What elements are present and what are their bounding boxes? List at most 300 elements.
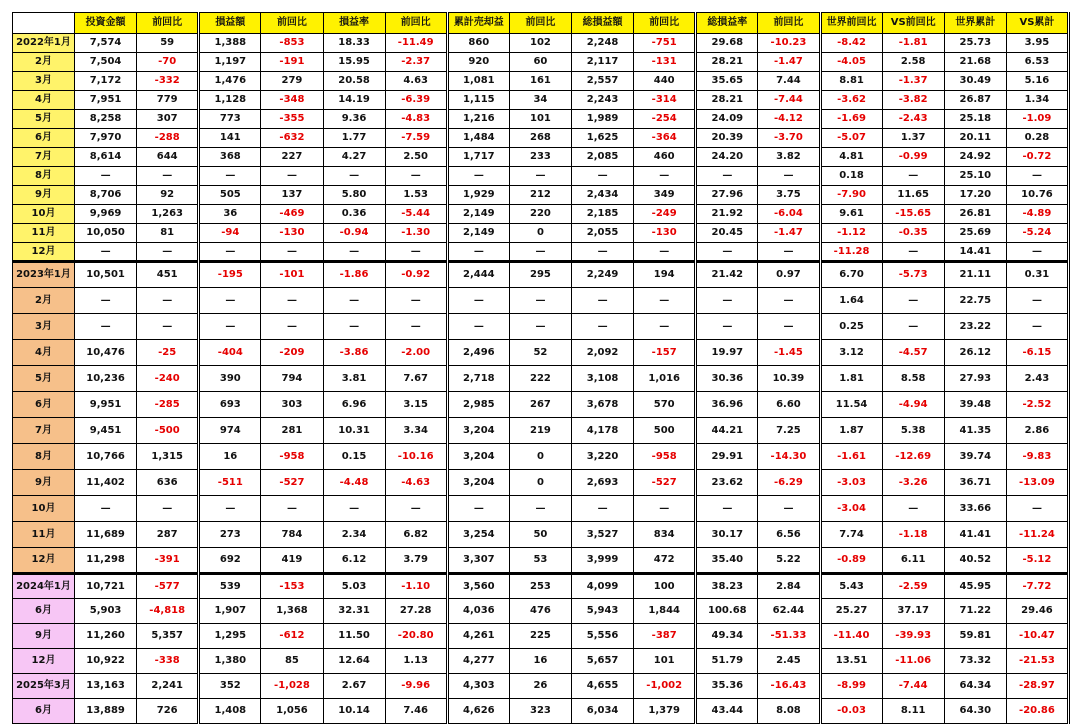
table-cell: 3.15 [385, 392, 447, 418]
table-cell: -153 [261, 574, 323, 599]
table-cell: 570 [634, 392, 696, 418]
table-cell: — [509, 167, 571, 186]
table-cell: 1,016 [634, 366, 696, 392]
table-cell: — [758, 167, 820, 186]
table-cell: 5.22 [758, 548, 820, 574]
table-cell: 1,216 [447, 110, 509, 129]
table-cell: 27.96 [696, 186, 758, 205]
table-cell: -387 [634, 624, 696, 649]
table-cell: — [323, 314, 385, 340]
row-label: 11月 [13, 224, 75, 243]
table-cell: 81 [137, 224, 199, 243]
table-cell: 25.69 [944, 224, 1006, 243]
table-cell: 500 [634, 418, 696, 444]
table-cell: 287 [137, 522, 199, 548]
table-cell: 36.71 [944, 470, 1006, 496]
row-label: 2022年1月 [13, 34, 75, 53]
table-cell: 3,999 [572, 548, 634, 574]
table-cell: — [137, 314, 199, 340]
row-label: 12月 [13, 548, 75, 574]
table-cell: 49.34 [696, 624, 758, 649]
table-cell: — [1006, 314, 1068, 340]
row-label: 5月 [13, 110, 75, 129]
table-cell: — [199, 288, 261, 314]
table-cell: 29.91 [696, 444, 758, 470]
table-cell: 10,050 [75, 224, 137, 243]
table-cell: 6.56 [758, 522, 820, 548]
table-cell: -1,002 [634, 674, 696, 699]
table-cell: 8.58 [882, 366, 944, 392]
table-cell: 36.96 [696, 392, 758, 418]
table-cell: -2.59 [882, 574, 944, 599]
table-cell: 6.12 [323, 548, 385, 574]
table-cell: 225 [509, 624, 571, 649]
table-cell: 9,969 [75, 205, 137, 224]
row-label: 3月 [13, 314, 75, 340]
table-cell: — [261, 288, 323, 314]
table-row [13, 470, 1069, 496]
table-cell: 233 [509, 148, 571, 167]
table-cell: -3.82 [882, 91, 944, 110]
table-cell: — [447, 314, 509, 340]
table-cell: -240 [137, 366, 199, 392]
table-cell: -338 [137, 649, 199, 674]
table-cell: 539 [199, 574, 261, 599]
table-cell: 1,907 [199, 599, 261, 624]
table-row [13, 186, 1069, 205]
table-cell: — [634, 243, 696, 262]
table-cell: 6,034 [572, 699, 634, 724]
table-cell: 0.36 [323, 205, 385, 224]
table-cell: 10.31 [323, 418, 385, 444]
table-cell: -10.23 [758, 34, 820, 53]
table-cell: -13.09 [1006, 470, 1068, 496]
table-cell: 10.76 [1006, 186, 1068, 205]
table-cell: -1.47 [758, 224, 820, 243]
table-cell: 1.87 [820, 418, 882, 444]
table-cell: 28.21 [696, 53, 758, 72]
table-cell: 784 [261, 522, 323, 548]
table-cell: -0.89 [820, 548, 882, 574]
table-cell: -4.94 [882, 392, 944, 418]
row-label: 3月 [13, 72, 75, 91]
table-cell: — [572, 167, 634, 186]
table-cell: — [758, 314, 820, 340]
table-cell: — [137, 496, 199, 522]
table-cell: 472 [634, 548, 696, 574]
row-label: 2月 [13, 53, 75, 72]
table-cell: 3.79 [385, 548, 447, 574]
table-cell: 51.79 [696, 649, 758, 674]
table-cell: -1.09 [1006, 110, 1068, 129]
table-cell: 11,402 [75, 470, 137, 496]
table-cell: -94 [199, 224, 261, 243]
table-cell: 29.46 [1006, 599, 1068, 624]
table-cell: — [75, 167, 137, 186]
table-cell: 26.12 [944, 340, 1006, 366]
table-cell: 1,388 [199, 34, 261, 53]
table-row [13, 522, 1069, 548]
table-cell: 25.10 [944, 167, 1006, 186]
table-cell: 73.32 [944, 649, 1006, 674]
table-cell: -3.26 [882, 470, 944, 496]
table-cell: 0 [509, 224, 571, 243]
table-row [13, 649, 1069, 674]
table-cell: — [634, 288, 696, 314]
table-cell: — [261, 243, 323, 262]
table-cell: 6.82 [385, 522, 447, 548]
table-cell: 8,706 [75, 186, 137, 205]
table-cell: 45.95 [944, 574, 1006, 599]
table-cell: 2.58 [882, 53, 944, 72]
column-header-6: 前回比 [385, 13, 447, 34]
table-cell: -3.86 [323, 340, 385, 366]
row-label: 2025年3月 [13, 674, 75, 699]
table-cell: 419 [261, 548, 323, 574]
table-cell: -12.69 [882, 444, 944, 470]
table-cell: 323 [509, 699, 571, 724]
table-cell: 1.53 [385, 186, 447, 205]
table-cell: — [696, 314, 758, 340]
table-cell: 39.74 [944, 444, 1006, 470]
table-cell: — [509, 496, 571, 522]
table-cell: — [323, 167, 385, 186]
table-cell: — [261, 167, 323, 186]
table-cell: 100.68 [696, 599, 758, 624]
table-row [13, 129, 1069, 148]
table-cell: 59 [137, 34, 199, 53]
table-cell: 692 [199, 548, 261, 574]
table-cell: 20.45 [696, 224, 758, 243]
table-cell: 5.38 [882, 418, 944, 444]
table-cell: 15.95 [323, 53, 385, 72]
table-cell: 10,236 [75, 366, 137, 392]
table-cell: 1,315 [137, 444, 199, 470]
column-header-5: 損益率 [323, 13, 385, 34]
table-cell: -11.06 [882, 649, 944, 674]
table-cell: 30.49 [944, 72, 1006, 91]
table-cell: -612 [261, 624, 323, 649]
table-cell: — [1006, 288, 1068, 314]
table-cell: -3.70 [758, 129, 820, 148]
table-cell: — [509, 288, 571, 314]
table-cell: 7.46 [385, 699, 447, 724]
table-cell: 268 [509, 129, 571, 148]
table-cell: — [199, 167, 261, 186]
table-cell: -4.89 [1006, 205, 1068, 224]
table-cell: 3,254 [447, 522, 509, 548]
table-cell: -0.03 [820, 699, 882, 724]
table-cell: 4,036 [447, 599, 509, 624]
table-cell: 2,248 [572, 34, 634, 53]
table-cell: 10,501 [75, 262, 137, 288]
table-cell: 460 [634, 148, 696, 167]
table-cell: -25 [137, 340, 199, 366]
table-cell: — [75, 496, 137, 522]
table-cell: 773 [199, 110, 261, 129]
table-cell: 6.96 [323, 392, 385, 418]
table-cell: 25.73 [944, 34, 1006, 53]
table-cell: -4,818 [137, 599, 199, 624]
table-cell: -1.12 [820, 224, 882, 243]
table-cell: -130 [634, 224, 696, 243]
table-cell: 52 [509, 340, 571, 366]
table-cell: 974 [199, 418, 261, 444]
table-cell: 5,903 [75, 599, 137, 624]
table-cell: -1.10 [385, 574, 447, 599]
column-header-10: 前回比 [634, 13, 696, 34]
table-cell: — [572, 496, 634, 522]
column-header-9: 総損益額 [572, 13, 634, 34]
table-row [13, 262, 1069, 288]
table-cell: 101 [509, 110, 571, 129]
table-cell: 5.03 [323, 574, 385, 599]
table-cell: 13,163 [75, 674, 137, 699]
table-cell: 1,379 [634, 699, 696, 724]
table-cell: — [696, 167, 758, 186]
table-cell: 1,263 [137, 205, 199, 224]
table-cell: 1,929 [447, 186, 509, 205]
table-cell: — [323, 243, 385, 262]
table-cell: 1.77 [323, 129, 385, 148]
table-cell: 8.08 [758, 699, 820, 724]
row-label: 6月 [13, 599, 75, 624]
table-cell: 50 [509, 522, 571, 548]
table-cell: 13,889 [75, 699, 137, 724]
table-cell: 41.35 [944, 418, 1006, 444]
table-cell: 161 [509, 72, 571, 91]
table-cell: -3.04 [820, 496, 882, 522]
header-row [13, 13, 1069, 34]
table-cell: -249 [634, 205, 696, 224]
column-header-8: 前回比 [509, 13, 571, 34]
column-header-14: VS前回比 [882, 13, 944, 34]
table-cell: — [572, 288, 634, 314]
table-cell: 1.34 [1006, 91, 1068, 110]
table-cell: 1,115 [447, 91, 509, 110]
table-cell: 7.67 [385, 366, 447, 392]
table-cell: — [696, 288, 758, 314]
table-cell: -577 [137, 574, 199, 599]
table-cell: 303 [261, 392, 323, 418]
table-cell: — [447, 288, 509, 314]
table-cell: 8.81 [820, 72, 882, 91]
table-cell: 1.81 [820, 366, 882, 392]
table-cell: 6.11 [882, 548, 944, 574]
table-cell: 11,260 [75, 624, 137, 649]
table-cell: 39.48 [944, 392, 1006, 418]
table-cell: 3,204 [447, 444, 509, 470]
table-row [13, 340, 1069, 366]
table-cell: 5,943 [572, 599, 634, 624]
table-cell: 2,092 [572, 340, 634, 366]
data-table-container [12, 12, 1070, 724]
table-cell: 4,261 [447, 624, 509, 649]
table-cell: -364 [634, 129, 696, 148]
table-cell: 1,408 [199, 699, 261, 724]
table-cell: 3,560 [447, 574, 509, 599]
table-cell: 141 [199, 129, 261, 148]
table-cell: -2.52 [1006, 392, 1068, 418]
table-cell: -5.73 [882, 262, 944, 288]
table-cell: 1,989 [572, 110, 634, 129]
table-cell: 33.66 [944, 496, 1006, 522]
table-cell: 27.28 [385, 599, 447, 624]
table-cell: 0.15 [323, 444, 385, 470]
table-cell: 4.63 [385, 72, 447, 91]
row-label: 6月 [13, 129, 75, 148]
table-cell: -2.00 [385, 340, 447, 366]
table-cell: 1,380 [199, 649, 261, 674]
row-label: 12月 [13, 243, 75, 262]
table-cell: -11.49 [385, 34, 447, 53]
table-row [13, 288, 1069, 314]
table-cell: 1,368 [261, 599, 323, 624]
row-label: 7月 [13, 418, 75, 444]
table-cell: 1.64 [820, 288, 882, 314]
table-cell: 10,766 [75, 444, 137, 470]
table-row [13, 53, 1069, 72]
table-cell: 64.30 [944, 699, 1006, 724]
table-cell: 273 [199, 522, 261, 548]
table-cell: -15.65 [882, 205, 944, 224]
table-cell: — [509, 243, 571, 262]
table-cell: — [882, 243, 944, 262]
table-cell: 16 [199, 444, 261, 470]
table-cell: 41.41 [944, 522, 1006, 548]
table-cell: 2,693 [572, 470, 634, 496]
table-cell: 64.34 [944, 674, 1006, 699]
table-cell: -14.30 [758, 444, 820, 470]
table-cell: -6.39 [385, 91, 447, 110]
table-cell: -7.72 [1006, 574, 1068, 599]
table-cell: 9,951 [75, 392, 137, 418]
table-cell: 23.22 [944, 314, 1006, 340]
table-cell: 30.36 [696, 366, 758, 392]
table-cell: 307 [137, 110, 199, 129]
table-cell: 11,298 [75, 548, 137, 574]
table-cell: -391 [137, 548, 199, 574]
row-label: 2月 [13, 288, 75, 314]
table-cell: — [137, 167, 199, 186]
table-cell: 295 [509, 262, 571, 288]
table-cell: 22.75 [944, 288, 1006, 314]
table-cell: — [323, 496, 385, 522]
row-label: 8月 [13, 167, 75, 186]
table-cell: 5.80 [323, 186, 385, 205]
table-cell: -404 [199, 340, 261, 366]
table-cell: -3.62 [820, 91, 882, 110]
table-cell: -1.86 [323, 262, 385, 288]
table-cell: -10.47 [1006, 624, 1068, 649]
table-cell: 26.87 [944, 91, 1006, 110]
header-corner [13, 13, 75, 34]
table-cell: -958 [634, 444, 696, 470]
table-cell: 7,172 [75, 72, 137, 91]
table-cell: — [882, 288, 944, 314]
table-cell: -191 [261, 53, 323, 72]
table-cell: 9.36 [323, 110, 385, 129]
table-cell: — [199, 314, 261, 340]
table-cell: -39.93 [882, 624, 944, 649]
table-row [13, 34, 1069, 53]
table-row [13, 110, 1069, 129]
table-cell: -348 [261, 91, 323, 110]
table-cell: 2,249 [572, 262, 634, 288]
table-cell: 24.20 [696, 148, 758, 167]
table-cell: — [385, 288, 447, 314]
table-cell: — [634, 496, 696, 522]
column-header-2: 前回比 [137, 13, 199, 34]
table-cell: 60 [509, 53, 571, 72]
table-cell: 3,108 [572, 366, 634, 392]
table-cell: 24.92 [944, 148, 1006, 167]
table-cell: -5.12 [1006, 548, 1068, 574]
table-cell: 2,241 [137, 674, 199, 699]
table-cell: -1.30 [385, 224, 447, 243]
table-cell: 4.81 [820, 148, 882, 167]
table-cell: — [696, 243, 758, 262]
table-cell: 9.61 [820, 205, 882, 224]
table-cell: -500 [137, 418, 199, 444]
table-cell: 14.41 [944, 243, 1006, 262]
table-cell: -5.44 [385, 205, 447, 224]
table-cell: — [447, 243, 509, 262]
table-cell: 7.74 [820, 522, 882, 548]
table-cell: -0.94 [323, 224, 385, 243]
table-cell: 20.39 [696, 129, 758, 148]
table-cell: 267 [509, 392, 571, 418]
table-cell: -0.72 [1006, 148, 1068, 167]
row-label: 9月 [13, 186, 75, 205]
row-label: 11月 [13, 522, 75, 548]
table-cell: -6.15 [1006, 340, 1068, 366]
table-cell: 28.21 [696, 91, 758, 110]
table-cell: 21.68 [944, 53, 1006, 72]
table-cell: 25.18 [944, 110, 1006, 129]
table-cell: -5.07 [820, 129, 882, 148]
table-cell: -0.99 [882, 148, 944, 167]
table-cell: 2,444 [447, 262, 509, 288]
row-label: 9月 [13, 470, 75, 496]
table-cell: 2,434 [572, 186, 634, 205]
table-cell: -101 [261, 262, 323, 288]
table-cell: 6.70 [820, 262, 882, 288]
table-cell: 137 [261, 186, 323, 205]
table-cell: 3,204 [447, 418, 509, 444]
table-cell: — [385, 496, 447, 522]
table-cell: 12.64 [323, 649, 385, 674]
table-cell: 11,689 [75, 522, 137, 548]
table-cell: 4,178 [572, 418, 634, 444]
row-label: 12月 [13, 649, 75, 674]
table-row [13, 599, 1069, 624]
table-cell: 636 [137, 470, 199, 496]
table-cell: 43.44 [696, 699, 758, 724]
table-cell: 8,614 [75, 148, 137, 167]
table-cell: -6.04 [758, 205, 820, 224]
table-cell: -7.59 [385, 129, 447, 148]
table-cell: 8,258 [75, 110, 137, 129]
row-label: 4月 [13, 340, 75, 366]
column-header-16: VS累計 [1006, 13, 1068, 34]
table-row [13, 314, 1069, 340]
table-cell: 227 [261, 148, 323, 167]
table-cell: 10,922 [75, 649, 137, 674]
table-cell: 3.95 [1006, 34, 1068, 53]
table-cell: — [447, 167, 509, 186]
table-cell: -4.57 [882, 340, 944, 366]
